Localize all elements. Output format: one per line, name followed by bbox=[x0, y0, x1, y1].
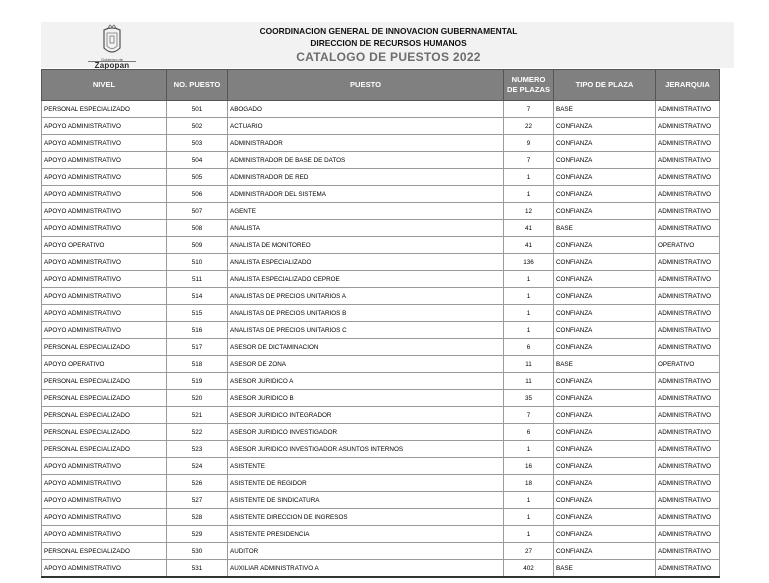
cell-no-puesto: 524 bbox=[167, 458, 228, 475]
table-row bbox=[42, 560, 720, 578]
cell-puesto: ASESOR JURIDICO A bbox=[228, 373, 504, 390]
cell-no-puesto: 529 bbox=[167, 526, 228, 543]
cell-jerarquia: OPERATIVO bbox=[656, 356, 720, 373]
cell-numero-plazas: 12 bbox=[504, 203, 554, 220]
cell-tipo-plaza: BASE bbox=[554, 101, 656, 118]
table-header-row bbox=[42, 70, 720, 101]
table-row bbox=[42, 101, 720, 118]
cell-no-puesto: 502 bbox=[167, 118, 228, 135]
cell-nivel: APOYO ADMINISTRATIVO bbox=[42, 509, 167, 526]
cell-numero-plazas: 1 bbox=[504, 288, 554, 305]
cell-jerarquia: ADMINISTRATIVO bbox=[656, 101, 720, 118]
cell-nivel: PERSONAL ESPECIALIZADO bbox=[42, 543, 167, 560]
cell-jerarquia: ADMINISTRATIVO bbox=[656, 322, 720, 339]
table-row bbox=[42, 390, 720, 407]
cell-no-puesto: 506 bbox=[167, 186, 228, 203]
cell-numero-plazas: 6 bbox=[504, 424, 554, 441]
cell-no-puesto: 503 bbox=[167, 135, 228, 152]
cell-nivel: PERSONAL ESPECIALIZADO bbox=[42, 390, 167, 407]
cell-numero-plazas: 1 bbox=[504, 186, 554, 203]
cell-numero-plazas: 18 bbox=[504, 475, 554, 492]
cell-jerarquia: ADMINISTRATIVO bbox=[656, 305, 720, 322]
table-row bbox=[42, 118, 720, 135]
cell-tipo-plaza: CONFIANZA bbox=[554, 305, 656, 322]
cell-numero-plazas: 1 bbox=[504, 169, 554, 186]
cell-puesto: ADMINISTRADOR DE RED bbox=[228, 169, 504, 186]
cell-no-puesto: 520 bbox=[167, 390, 228, 407]
cell-nivel: PERSONAL ESPECIALIZADO bbox=[42, 101, 167, 118]
cell-nivel: APOYO ADMINISTRATIVO bbox=[42, 526, 167, 543]
table-body bbox=[42, 101, 720, 578]
column-header-jerarquia: JERARQUIA bbox=[656, 70, 720, 101]
table-row bbox=[42, 424, 720, 441]
cell-tipo-plaza: CONFIANZA bbox=[554, 424, 656, 441]
cell-no-puesto: 516 bbox=[167, 322, 228, 339]
cell-nivel: PERSONAL ESPECIALIZADO bbox=[42, 424, 167, 441]
cell-tipo-plaza: CONFIANZA bbox=[554, 339, 656, 356]
cell-puesto: ASISTENTE DE SINDICATURA bbox=[228, 492, 504, 509]
cell-nivel: APOYO ADMINISTRATIVO bbox=[42, 220, 167, 237]
cell-nivel: APOYO ADMINISTRATIVO bbox=[42, 458, 167, 475]
table-row bbox=[42, 475, 720, 492]
cell-jerarquia: ADMINISTRATIVO bbox=[656, 152, 720, 169]
cell-no-puesto: 501 bbox=[167, 101, 228, 118]
cell-puesto: ASESOR JURIDICO INVESTIGADOR ASUNTOS INTERNOS bbox=[228, 441, 504, 458]
cell-jerarquia: ADMINISTRATIVO bbox=[656, 339, 720, 356]
cell-tipo-plaza: CONFIANZA bbox=[554, 543, 656, 560]
cell-nivel: APOYO ADMINISTRATIVO bbox=[42, 475, 167, 492]
cell-jerarquia: ADMINISTRATIVO bbox=[656, 118, 720, 135]
cell-puesto: ADMINISTRADOR DE BASE DE DATOS bbox=[228, 152, 504, 169]
cell-puesto: ASISTENTE DE REGIDOR bbox=[228, 475, 504, 492]
cell-tipo-plaza: CONFIANZA bbox=[554, 373, 656, 390]
cell-nivel: PERSONAL ESPECIALIZADO bbox=[42, 441, 167, 458]
cell-puesto: ANALISTA bbox=[228, 220, 504, 237]
cell-nivel: APOYO ADMINISTRATIVO bbox=[42, 203, 167, 220]
cell-numero-plazas: 16 bbox=[504, 458, 554, 475]
cell-numero-plazas: 41 bbox=[504, 220, 554, 237]
cell-nivel: APOYO ADMINISTRATIVO bbox=[42, 135, 167, 152]
cell-puesto: ASISTENTE PRESIDENCIA bbox=[228, 526, 504, 543]
cell-nivel: APOYO ADMINISTRATIVO bbox=[42, 152, 167, 169]
table-row bbox=[42, 526, 720, 543]
cell-no-puesto: 515 bbox=[167, 305, 228, 322]
cell-puesto: ACTUARIO bbox=[228, 118, 504, 135]
cell-jerarquia: ADMINISTRATIVO bbox=[656, 492, 720, 509]
table-row bbox=[42, 322, 720, 339]
cell-numero-plazas: 7 bbox=[504, 407, 554, 424]
cell-nivel: APOYO ADMINISTRATIVO bbox=[42, 305, 167, 322]
cell-no-puesto: 507 bbox=[167, 203, 228, 220]
cell-puesto: ASESOR JURIDICO INVESTIGADOR bbox=[228, 424, 504, 441]
logo-caption: Gobierno de bbox=[100, 57, 123, 62]
cell-jerarquia: ADMINISTRATIVO bbox=[656, 373, 720, 390]
cell-numero-plazas: 1 bbox=[504, 526, 554, 543]
cell-numero-plazas: 402 bbox=[504, 560, 554, 578]
table-row bbox=[42, 407, 720, 424]
cell-tipo-plaza: BASE bbox=[554, 560, 656, 578]
cell-puesto: ANALISTA ESPECIALIZADO CEPROE bbox=[228, 271, 504, 288]
cell-jerarquia: ADMINISTRATIVO bbox=[656, 169, 720, 186]
column-header-nivel: NIVEL bbox=[42, 70, 167, 101]
cell-no-puesto: 510 bbox=[167, 254, 228, 271]
cell-tipo-plaza: CONFIANZA bbox=[554, 492, 656, 509]
cell-no-puesto: 528 bbox=[167, 509, 228, 526]
cell-nivel: APOYO OPERATIVO bbox=[42, 356, 167, 373]
cell-tipo-plaza: CONFIANZA bbox=[554, 118, 656, 135]
cell-jerarquia: ADMINISTRATIVO bbox=[656, 509, 720, 526]
cell-no-puesto: 522 bbox=[167, 424, 228, 441]
table-row bbox=[42, 254, 720, 271]
table-row bbox=[42, 509, 720, 526]
cell-numero-plazas: 1 bbox=[504, 492, 554, 509]
table-row bbox=[42, 271, 720, 288]
table-row bbox=[42, 356, 720, 373]
cell-nivel: APOYO ADMINISTRATIVO bbox=[42, 186, 167, 203]
cell-puesto: ANALISTAS DE PRECIOS UNITARIOS B bbox=[228, 305, 504, 322]
cell-nivel: PERSONAL ESPECIALIZADO bbox=[42, 373, 167, 390]
cell-jerarquia: ADMINISTRATIVO bbox=[656, 220, 720, 237]
cell-no-puesto: 519 bbox=[167, 373, 228, 390]
cell-tipo-plaza: CONFIANZA bbox=[554, 407, 656, 424]
cell-puesto: ABOGADO bbox=[228, 101, 504, 118]
cell-numero-plazas: 11 bbox=[504, 356, 554, 373]
cell-tipo-plaza: CONFIANZA bbox=[554, 237, 656, 254]
table-row bbox=[42, 135, 720, 152]
header-line-2: DIRECCION DE RECURSOS HUMANOS bbox=[310, 38, 467, 48]
cell-no-puesto: 511 bbox=[167, 271, 228, 288]
cell-puesto: ADMINISTRADOR DEL SISTEMA bbox=[228, 186, 504, 203]
cell-numero-plazas: 1 bbox=[504, 322, 554, 339]
cell-jerarquia: ADMINISTRATIVO bbox=[656, 135, 720, 152]
table-row bbox=[42, 543, 720, 560]
table-row bbox=[42, 441, 720, 458]
catalog-title: CATALOGO DE PUESTOS 2022 bbox=[296, 50, 481, 64]
table-row bbox=[42, 220, 720, 237]
table-row bbox=[42, 186, 720, 203]
cell-puesto: ANALISTA ESPECIALIZADO bbox=[228, 254, 504, 271]
cell-no-puesto: 531 bbox=[167, 560, 228, 578]
cell-jerarquia: ADMINISTRATIVO bbox=[656, 424, 720, 441]
cell-nivel: APOYO OPERATIVO bbox=[42, 237, 167, 254]
cell-no-puesto: 530 bbox=[167, 543, 228, 560]
table-row bbox=[42, 492, 720, 509]
cell-numero-plazas: 9 bbox=[504, 135, 554, 152]
cell-no-puesto: 505 bbox=[167, 169, 228, 186]
cell-nivel: APOYO ADMINISTRATIVO bbox=[42, 271, 167, 288]
column-header-puesto: PUESTO bbox=[228, 70, 504, 101]
table-row bbox=[42, 288, 720, 305]
cell-tipo-plaza: CONFIANZA bbox=[554, 186, 656, 203]
cell-puesto: AUXILIAR ADMINISTRATIVO A bbox=[228, 560, 504, 578]
cell-numero-plazas: 1 bbox=[504, 305, 554, 322]
cell-nivel: APOYO ADMINISTRATIVO bbox=[42, 492, 167, 509]
cell-tipo-plaza: CONFIANZA bbox=[554, 509, 656, 526]
cell-numero-plazas: 6 bbox=[504, 339, 554, 356]
cell-jerarquia: ADMINISTRATIVO bbox=[656, 203, 720, 220]
cell-puesto: AUDITOR bbox=[228, 543, 504, 560]
cell-tipo-plaza: CONFIANZA bbox=[554, 475, 656, 492]
cell-nivel: APOYO ADMINISTRATIVO bbox=[42, 254, 167, 271]
cell-nivel: APOYO ADMINISTRATIVO bbox=[42, 322, 167, 339]
cell-tipo-plaza: BASE bbox=[554, 356, 656, 373]
cell-puesto: ANALISTAS DE PRECIOS UNITARIOS A bbox=[228, 288, 504, 305]
cell-jerarquia: ADMINISTRATIVO bbox=[656, 271, 720, 288]
cell-jerarquia: ADMINISTRATIVO bbox=[656, 254, 720, 271]
cell-no-puesto: 526 bbox=[167, 475, 228, 492]
cell-numero-plazas: 41 bbox=[504, 237, 554, 254]
table-row bbox=[42, 169, 720, 186]
header-line-1: COORDINACION GENERAL DE INNOVACION GUBERNAMENTAL bbox=[259, 26, 518, 36]
cell-no-puesto: 518 bbox=[167, 356, 228, 373]
cell-nivel: APOYO ADMINISTRATIVO bbox=[42, 118, 167, 135]
cell-tipo-plaza: CONFIANZA bbox=[554, 203, 656, 220]
table-row bbox=[42, 237, 720, 254]
cell-tipo-plaza: CONFIANZA bbox=[554, 254, 656, 271]
cell-puesto: ADMINISTRADOR bbox=[228, 135, 504, 152]
cell-no-puesto: 527 bbox=[167, 492, 228, 509]
cell-puesto: ASESOR JURIDICO B bbox=[228, 390, 504, 407]
cell-numero-plazas: 11 bbox=[504, 373, 554, 390]
cell-nivel: PERSONAL ESPECIALIZADO bbox=[42, 407, 167, 424]
cell-numero-plazas: 35 bbox=[504, 390, 554, 407]
cell-nivel: APOYO ADMINISTRATIVO bbox=[42, 288, 167, 305]
cell-jerarquia: OPERATIVO bbox=[656, 237, 720, 254]
cell-tipo-plaza: CONFIANZA bbox=[554, 526, 656, 543]
cell-numero-plazas: 22 bbox=[504, 118, 554, 135]
cell-numero-plazas: 1 bbox=[504, 509, 554, 526]
cell-puesto: ASESOR DE ZONA bbox=[228, 356, 504, 373]
cell-tipo-plaza: CONFIANZA bbox=[554, 169, 656, 186]
cell-puesto: ANALISTA DE MONITOREO bbox=[228, 237, 504, 254]
table-row bbox=[42, 305, 720, 322]
column-header-tipo-plaza: TIPO DE PLAZA bbox=[554, 70, 656, 101]
cell-numero-plazas: 1 bbox=[504, 441, 554, 458]
cell-jerarquia: ADMINISTRATIVO bbox=[656, 458, 720, 475]
cell-numero-plazas: 27 bbox=[504, 543, 554, 560]
table-row bbox=[42, 152, 720, 169]
cell-tipo-plaza: CONFIANZA bbox=[554, 390, 656, 407]
logo-name: Zapopan bbox=[88, 61, 136, 70]
cell-puesto: ASISTENTE DIRECCION DE INGRESOS bbox=[228, 509, 504, 526]
cell-puesto: AGENTE bbox=[228, 203, 504, 220]
cell-no-puesto: 523 bbox=[167, 441, 228, 458]
cell-tipo-plaza: CONFIANZA bbox=[554, 135, 656, 152]
cell-no-puesto: 521 bbox=[167, 407, 228, 424]
cell-numero-plazas: 1 bbox=[504, 271, 554, 288]
table-row bbox=[42, 339, 720, 356]
table-row bbox=[42, 458, 720, 475]
cell-puesto: ASESOR DE DICTAMINACION bbox=[228, 339, 504, 356]
positions-table bbox=[41, 69, 720, 578]
cell-tipo-plaza: CONFIANZA bbox=[554, 322, 656, 339]
table-row bbox=[42, 203, 720, 220]
cell-puesto: ANALISTAS DE PRECIOS UNITARIOS C bbox=[228, 322, 504, 339]
document-header bbox=[41, 22, 734, 68]
cell-tipo-plaza: CONFIANZA bbox=[554, 271, 656, 288]
cell-tipo-plaza: CONFIANZA bbox=[554, 441, 656, 458]
cell-no-puesto: 504 bbox=[167, 152, 228, 169]
cell-jerarquia: ADMINISTRATIVO bbox=[656, 526, 720, 543]
cell-tipo-plaza: CONFIANZA bbox=[554, 152, 656, 169]
cell-nivel: PERSONAL ESPECIALIZADO bbox=[42, 339, 167, 356]
cell-numero-plazas: 7 bbox=[504, 101, 554, 118]
cell-no-puesto: 508 bbox=[167, 220, 228, 237]
cell-tipo-plaza: CONFIANZA bbox=[554, 458, 656, 475]
column-header-numero-plazas: NUMERO DE PLAZAS bbox=[504, 70, 554, 101]
cell-no-puesto: 509 bbox=[167, 237, 228, 254]
cell-jerarquia: ADMINISTRATIVO bbox=[656, 407, 720, 424]
cell-tipo-plaza: BASE bbox=[554, 220, 656, 237]
cell-jerarquia: ADMINISTRATIVO bbox=[656, 390, 720, 407]
cell-jerarquia: ADMINISTRATIVO bbox=[656, 441, 720, 458]
cell-puesto: ASISTENTE bbox=[228, 458, 504, 475]
cell-jerarquia: ADMINISTRATIVO bbox=[656, 560, 720, 578]
cell-nivel: APOYO ADMINISTRATIVO bbox=[42, 169, 167, 186]
cell-numero-plazas: 136 bbox=[504, 254, 554, 271]
cell-tipo-plaza: CONFIANZA bbox=[554, 288, 656, 305]
cell-jerarquia: ADMINISTRATIVO bbox=[656, 288, 720, 305]
cell-no-puesto: 517 bbox=[167, 339, 228, 356]
cell-jerarquia: ADMINISTRATIVO bbox=[656, 475, 720, 492]
cell-jerarquia: ADMINISTRATIVO bbox=[656, 186, 720, 203]
cell-jerarquia: ADMINISTRATIVO bbox=[656, 543, 720, 560]
cell-numero-plazas: 7 bbox=[504, 152, 554, 169]
cell-nivel: APOYO ADMINISTRATIVO bbox=[42, 560, 167, 578]
table-row bbox=[42, 373, 720, 390]
cell-puesto: ASESOR JURIDICO INTEGRADOR bbox=[228, 407, 504, 424]
column-header-no-puesto: NO. PUESTO bbox=[167, 70, 228, 101]
cell-no-puesto: 514 bbox=[167, 288, 228, 305]
